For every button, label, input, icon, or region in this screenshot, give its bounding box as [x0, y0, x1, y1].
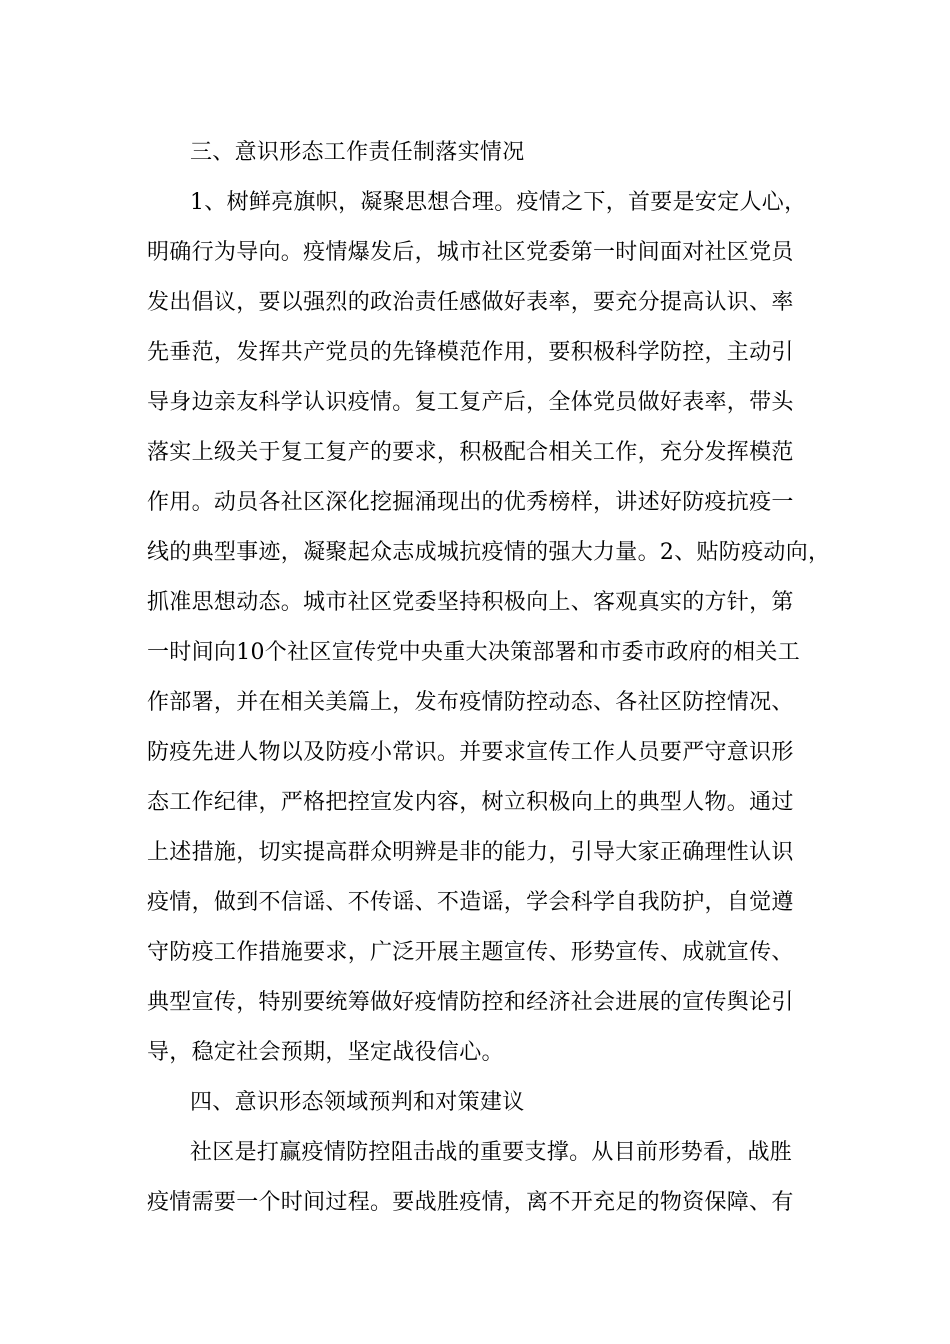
paragraph-line: 社区是打赢疫情防控阻击战的重要支撑。从目前形势看，战胜	[190, 1140, 793, 1165]
section-heading-4: 四、意识形态领域预判和对策建议	[190, 1090, 525, 1115]
paragraph-line: 线的典型事迹，凝聚起众志成城抗疫情的强大力量。2、贴防疫动向，	[147, 540, 831, 565]
paragraph-line: 态工作纪律，严格把控宣发内容，树立积极向上的典型人物。通过	[147, 790, 794, 815]
paragraph-line: 发出倡议，要以强烈的政治责任感做好表率，要充分提高认识、率	[147, 290, 794, 315]
paragraph-line: 疫情需要一个时间过程。要战胜疫情，离不开充足的物资保障、有	[147, 1190, 794, 1215]
paragraph-line: 防疫先进人物以及防疫小常识。并要求宣传工作人员要严守意识形	[147, 740, 794, 765]
paragraph-line: 导身边亲友科学认识疫情。复工复产后，全体党员做好表率，带头	[147, 390, 794, 415]
paragraph-line: 一时间向10个社区宣传党中央重大决策部署和市委市政府的相关工	[147, 640, 800, 665]
paragraph-line: 1、树鲜亮旗帜，凝聚思想合理。疫情之下，首要是安定人心，	[190, 190, 807, 215]
paragraph-line: 先垂范，发挥共产党员的先锋模范作用，要积极科学防控，主动引	[147, 340, 794, 365]
paragraph-line: 作用。动员各社区深化挖掘涌现出的优秀榜样，讲述好防疫抗疫一	[147, 490, 794, 515]
paragraph-line: 抓准思想动态。城市社区党委坚持积极向上、客观真实的方针，第	[147, 590, 794, 615]
paragraph-line: 疫情，做到不信谣、不传谣、不造谣，学会科学自我防护，自觉遵	[147, 890, 794, 915]
paragraph-line: 明确行为导向。疫情爆发后，城市社区党委第一时间面对社区党员	[147, 240, 794, 265]
paragraph-line: 落实上级关于复工复产的要求，积极配合相关工作，充分发挥模范	[147, 440, 794, 465]
paragraph-line: 守防疫工作措施要求，广泛开展主题宣传、形势宣传、成就宣传、	[147, 940, 794, 965]
paragraph-line: 典型宣传，特别要统筹做好疫情防控和经济社会进展的宣传舆论引	[147, 990, 794, 1015]
paragraph-line: 作部署，并在相关美篇上，发布疫情防控动态、各社区防控情况、	[147, 690, 794, 715]
section-heading-3: 三、意识形态工作责任制落实情况	[190, 140, 525, 165]
paragraph-line: 上述措施，切实提高群众明辨是非的能力，引导大家正确理性认识	[147, 840, 794, 865]
paragraph-line: 导，稳定社会预期，坚定战役信心。	[147, 1040, 504, 1065]
